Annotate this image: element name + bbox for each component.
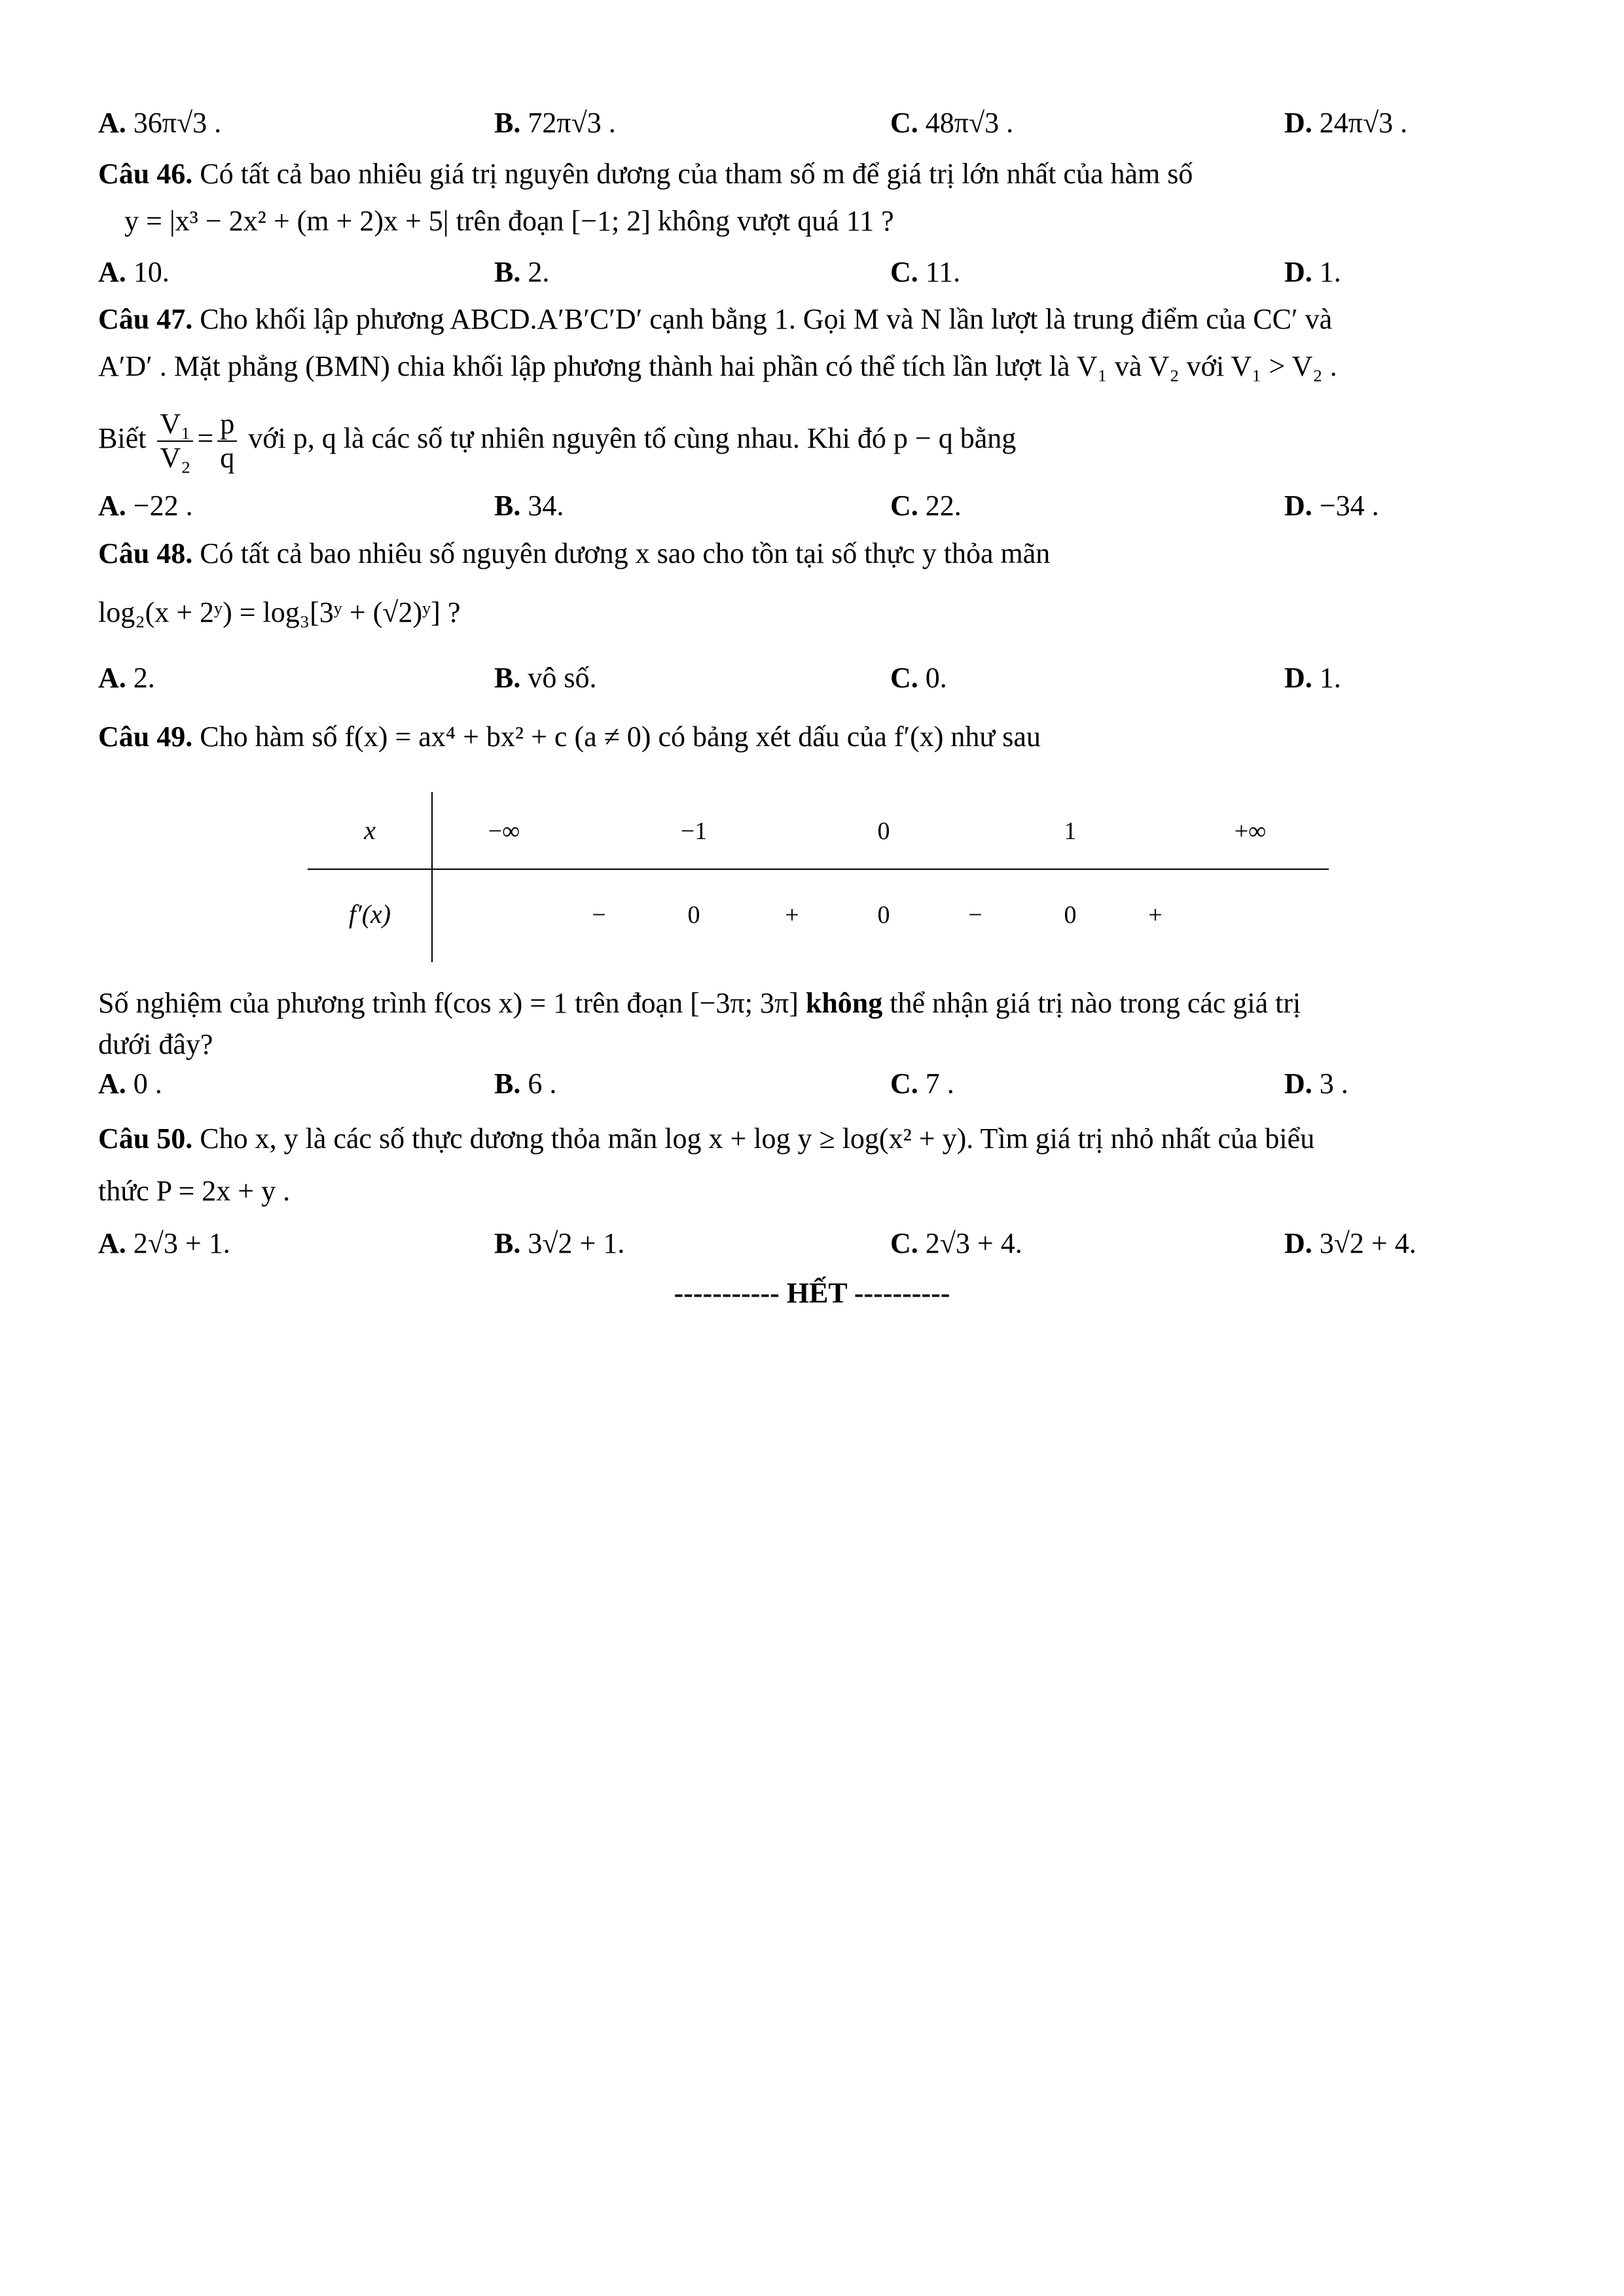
sign-table-x-cell-4: 0 bbox=[877, 817, 890, 845]
q48-formula: log₂(x + 2ʸ) = log₃[3ʸ + (√2)ʸ] ? bbox=[98, 596, 461, 628]
sign-table-fprime-cell-7: + bbox=[1148, 901, 1163, 929]
sign-table-fprime-head: f′(x) bbox=[348, 899, 391, 929]
q50-option-d: D. 3√2 + 4. bbox=[1284, 1227, 1416, 1259]
q47-line1: Câu 47. Cho khối lập phương ABCD.A′B′C′D′ cạnh bằng 1. Gọi M và N lần lượt là trung điểm của CC′ và bbox=[98, 303, 1333, 335]
q45-option-d: D. 24π√3 . bbox=[1284, 107, 1408, 139]
q49-option-d: D. 3 . bbox=[1284, 1067, 1348, 1100]
q48-option-c: C. 0. bbox=[890, 662, 947, 694]
q46-option-a: A. 10. bbox=[98, 256, 170, 288]
q46-option-c: C. 11. bbox=[890, 256, 961, 288]
fraction-p-q: $\frac{p}{q}$ bbox=[217, 408, 237, 475]
q50-option-a: A. 2√3 + 1. bbox=[98, 1227, 230, 1259]
q48-text: Câu 48. Có tất cả bao nhiêu số nguyên dương x sao cho tồn tại số thực y thỏa mãn bbox=[98, 537, 1051, 569]
sign-table-x-cell-0: −∞ bbox=[488, 817, 520, 845]
q49-text: Câu 49. Cho hàm số f(x) = ax⁴ + bx² + c (a ≠ 0) có bảng xét dấu của f′(x) như sau bbox=[98, 721, 1041, 753]
q49-after-line2: dưới đây? bbox=[98, 1028, 213, 1060]
sign-table-fprime-cell-6: 0 bbox=[1064, 901, 1077, 929]
q47-option-b: B. 34. bbox=[494, 490, 564, 522]
sign-table-fprime-cell-1: − bbox=[592, 901, 606, 929]
q50-line2: thức P = 2x + y . bbox=[98, 1175, 291, 1207]
sign-table-fprime-cell-5: − bbox=[968, 901, 983, 929]
q46-option-b: B. 2. bbox=[494, 256, 550, 288]
q49-option-b: B. 6 . bbox=[494, 1067, 557, 1100]
q47-option-c: C. 22. bbox=[890, 490, 962, 522]
q45-option-c: C. 48π√3 . bbox=[890, 107, 1014, 139]
q48-option-b: B. vô số. bbox=[494, 662, 597, 694]
q47-line2: A′D′ . Mặt phẳng (BMN) chia khối lập phương thành hai phần có thể tích lần lượt là V₁ và V₂ với V₁ > V₂ . bbox=[98, 350, 1337, 382]
q47-option-d: D. −34 . bbox=[1284, 490, 1379, 522]
q48-option-d: D. 1. bbox=[1284, 662, 1341, 694]
sign-table-x-cell-8: +∞ bbox=[1234, 817, 1267, 845]
q50-option-b: B. 3√2 + 1. bbox=[494, 1227, 625, 1259]
q48-option-a: A. 2. bbox=[98, 662, 155, 694]
q46-text: Câu 46. Có tất cả bao nhiêu giá trị nguyên dương của tham số m để giá trị lớn nhất của hàm số bbox=[98, 158, 1193, 190]
q50-option-c: C. 2√3 + 4. bbox=[890, 1227, 1022, 1259]
sign-table-x-cell-6: 1 bbox=[1064, 817, 1077, 845]
sign-table-fprime-cell-4: 0 bbox=[877, 901, 890, 929]
q45-option-b: B. 72π√3 . bbox=[494, 107, 616, 139]
end-marker: ----------- HẾT ---------- bbox=[674, 1277, 950, 1309]
q50-line1: Câu 50. Cho x, y là các số thực dương thỏa mãn log x + log y ≥ log(x² + y). Tìm giá trị nhỏ nhất của biểu bbox=[98, 1122, 1315, 1155]
q45-option-a: A. 36π√3 . bbox=[98, 107, 222, 139]
q49-option-c: C. 7 . bbox=[890, 1067, 954, 1100]
fraction-v1-v2: $\frac{\text{V₁}}{\text{V₂}}$ bbox=[157, 408, 193, 475]
q46-option-d: D. 1. bbox=[1284, 256, 1341, 288]
q46-formula: y = |x³ − 2x² + (m + 2)x + 5| trên đoạn [−1; 2] không vượt quá 11 ? bbox=[124, 205, 894, 237]
sign-table-x-cell-2: −1 bbox=[680, 817, 708, 845]
sign-table-x-head: x bbox=[364, 816, 376, 845]
sign-table-fprime-cell-2: 0 bbox=[687, 901, 700, 929]
q49-option-a: A. 0 . bbox=[98, 1067, 162, 1100]
q49-after-line1: Số nghiệm của phương trình f(cos x) = 1 trên đoạn [−3π; 3π] không thể nhận giá trị nào trong các giá trị bbox=[98, 987, 1301, 1019]
sign-table bbox=[308, 785, 1329, 969]
sign-table-fprime-cell-3: + bbox=[785, 901, 799, 929]
q47-option-a: A. −22 . bbox=[98, 490, 193, 522]
q47-line3: Biết $\frac{\text{V₁}}{\text{V₂}}$ = $\frac{p}{q}$ với p, q là các số tự nhiên nguyên tố cùng nhau. Khi đó p − q bằng bbox=[98, 407, 1017, 474]
